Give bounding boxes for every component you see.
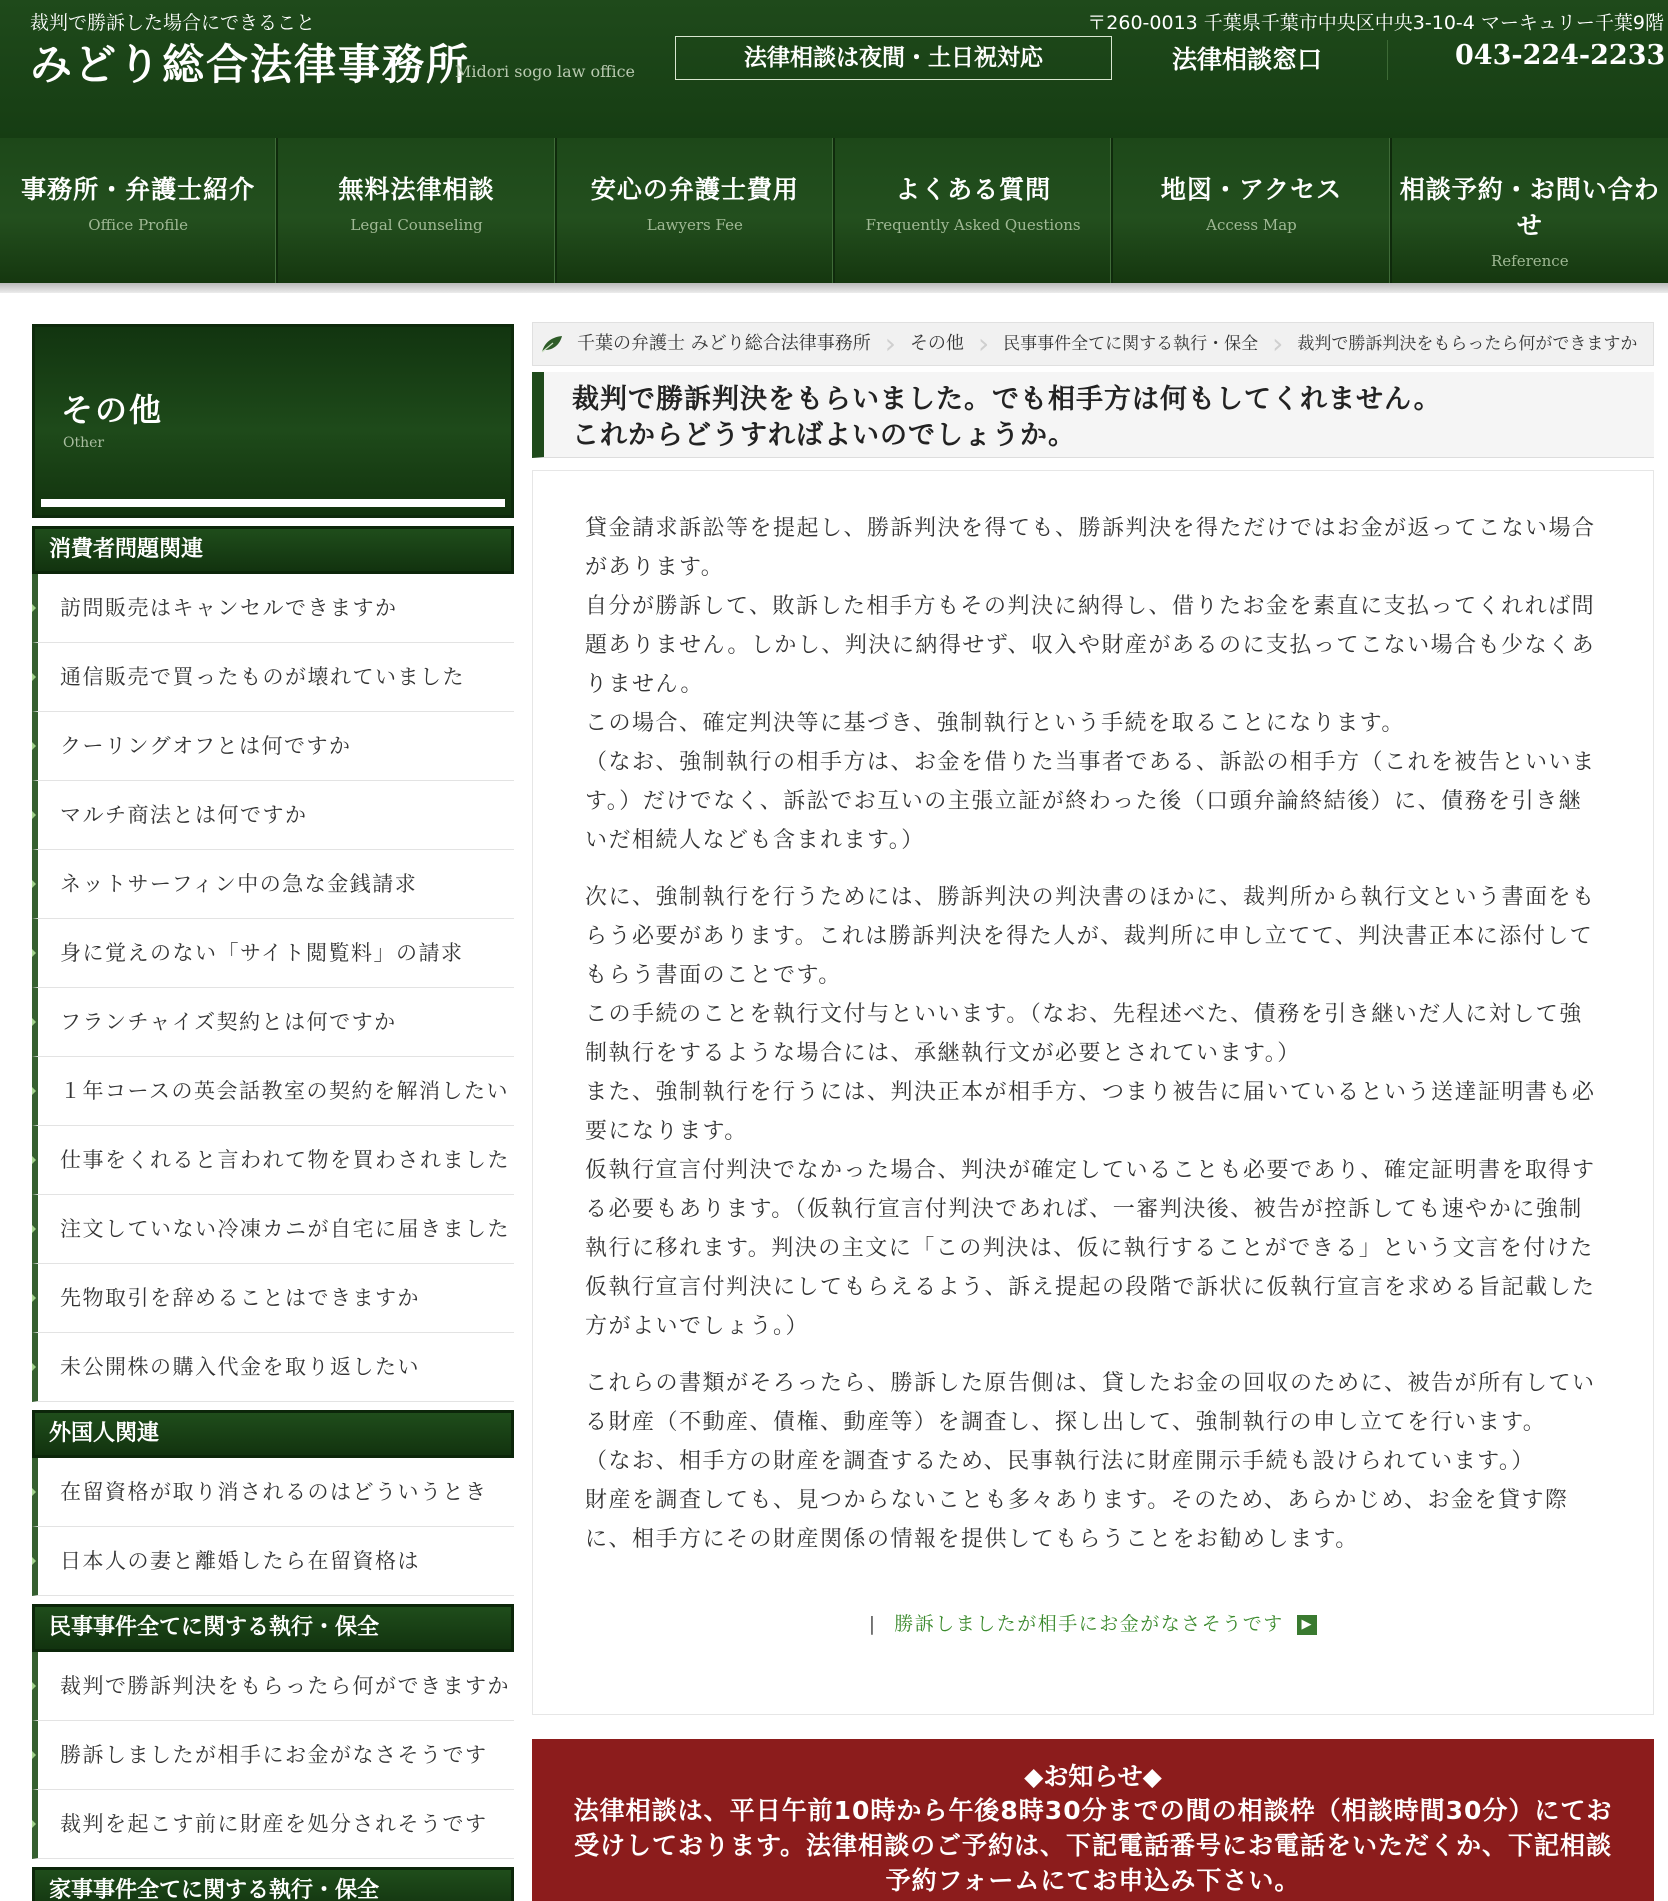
breadcrumb-other[interactable]: その他 — [909, 333, 964, 354]
sidebar-title-en: Other — [63, 435, 105, 451]
sidebar-category-civil-enforcement: 民事事件全てに関する執行・保全 — [32, 1604, 514, 1652]
sidebar-item[interactable]: 通信販売で買ったものが壊れていました — [32, 643, 514, 712]
nav-label: 安心の弁護士費用 — [590, 175, 799, 204]
paragraph: 貸金請求訴訟等を提起し、勝訴判決を得ても、勝訴判決を得ただけではお金が返ってこない場合があります。 — [585, 516, 1596, 580]
next-page-link[interactable] — [585, 1605, 1601, 1644]
night-weekend-notice: 法律相談は夜間・土日祝対応 — [675, 36, 1112, 80]
sidebar-header-bar — [41, 499, 505, 507]
breadcrumb-current: 裁判で勝訴判決をもらったら何ができますか — [1297, 334, 1638, 354]
page-title-line2: これからどうすればよいのでしょうか。 — [572, 420, 1076, 451]
sidebar-item[interactable]: 訪問販売はキャンセルできますか — [32, 574, 514, 643]
nav-label-en: Access Map — [1206, 216, 1297, 234]
phone-number[interactable]: 043-224-2233 — [1455, 40, 1666, 71]
sidebar-item[interactable]: クーリングオフとは何ですか — [32, 712, 514, 781]
nav-label: よくある質問 — [895, 175, 1052, 204]
paragraph: 仮執行宣言付判決でなかった場合、判決が確定していることも必要であり、確定証明書を取得する必要もあります。（仮執行宣言付判決であれば、一審判決後、被告が控訴しても速やかに強制執行に移れます。判決の主文に「この判決は、仮に執行することができる」という文言を付けた仮執行宣言付判決にしてもらえるよう、訴え提起の段階で訴状に仮執行宣言を求める旨記載した方がよいでしょう。） — [585, 1158, 1596, 1339]
paragraph: （なお、相手方の財産を調査するため、民事執行法に財産開示手続も設けられています。） — [585, 1449, 1535, 1474]
paragraph: 自分が勝訴して、敗訴した相手方もその判決に納得し、借りたお金を素直に支払ってくれれば問題ありません。しかし、判決に納得せず、収入や財産があるのに支払ってこない場合も少なくありません。 — [585, 594, 1596, 697]
nav-reference[interactable] — [1392, 138, 1668, 283]
breadcrumb-separator-icon: › — [1272, 327, 1284, 360]
nav-faq[interactable] — [835, 138, 1113, 283]
nav-access-map[interactable] — [1113, 138, 1391, 283]
next-link-pipe: | — [868, 1613, 877, 1635]
sidebar-header — [32, 324, 514, 518]
sidebar-item[interactable]: 注文していない冷凍カニが自宅に届きました — [32, 1195, 514, 1264]
sidebar-item[interactable]: 未公開株の購入代金を取り返したい — [32, 1333, 514, 1402]
leaf-icon — [541, 335, 563, 353]
page-title — [532, 372, 1654, 458]
sidebar-item[interactable]: 仕事をくれると言われて物を買わされました — [32, 1126, 514, 1195]
paragraph: この場合、確定判決等に基づき、強制執行という手続を取ることになります。 — [585, 711, 1405, 736]
arrow-right-icon: ▶ — [1297, 1615, 1317, 1635]
sidebar-item[interactable]: 勝訴しましたが相手にお金がなさそうです — [32, 1721, 514, 1790]
sidebar-category-consumer: 消費者問題関連 — [32, 526, 514, 574]
sidebar-item[interactable]: 裁判で勝訴判決をもらったら何ができますか — [32, 1652, 514, 1721]
notice-title: ◆お知らせ◆ — [1024, 1762, 1162, 1791]
office-address: 〒260-0013 千葉県千葉市中央区中央3-10-4 マーキュリー千葉9階 — [1087, 12, 1664, 34]
global-nav — [0, 138, 1668, 283]
breadcrumb-separator-icon: › — [977, 327, 990, 360]
sidebar-category-foreigner: 外国人関連 — [32, 1410, 514, 1458]
sidebar-item[interactable]: 身に覚えのない「サイト閲覧料」の請求 — [32, 919, 514, 988]
paragraph: 次に、強制執行を行うためには、勝訴判決の判決書のほかに、裁判所から執行文という書面をもらう必要があります。これは勝訴判決を得た人が、裁判所に申し立てて、判決書正本に添付してもらう書面のことです。 — [585, 885, 1596, 988]
notice-box — [532, 1739, 1654, 1901]
nav-label: 地図・アクセス — [1160, 175, 1343, 204]
nav-label: 相談予約・お問い合わせ — [1399, 175, 1660, 240]
site-logo[interactable]: みどり総合法律事務所 — [30, 40, 471, 89]
consult-window-label: 法律相談窓口 — [1172, 45, 1323, 74]
sidebar-item[interactable]: 先物取引を辞めることはできますか — [32, 1264, 514, 1333]
nav-label-en: Lawyers Fee — [646, 216, 743, 234]
header-tagline: 裁判で勝訴した場合にできること — [30, 12, 316, 34]
breadcrumb — [532, 322, 1654, 366]
nav-office-profile[interactable] — [0, 138, 278, 283]
sidebar-category-family-enforcement: 家事事件全てに関する執行・保全 — [32, 1867, 514, 1901]
paragraph: この手続のことを執行文付与といいます。（なお、先程述べた、債務を引き継いだ人に対して強制執行をするような場合には、承継執行文が必要とされています。） — [585, 1002, 1583, 1066]
nav-label-en: Reference — [1491, 252, 1569, 270]
page-title-line1: 裁判で勝訴判決をもらいました。でも相手方は何もしてくれません。 — [572, 384, 1442, 415]
nav-label: 無料法律相談 — [338, 175, 495, 204]
paragraph: （なお、強制執行の相手方は、お金を借りた当事者である、訴訟の相手方（これを被告といいます。）だけでなく、訴訟でお互いの主張立証が終わった後（口頭弁論終結後）に、債務を引き継いだ相続人なども含まれます。） — [585, 750, 1596, 853]
site-logo-en: Midori sogo law office — [455, 62, 636, 81]
breadcrumb-separator-icon: › — [884, 327, 896, 360]
nav-legal-counseling[interactable] — [278, 138, 556, 283]
header-divider — [1387, 40, 1388, 80]
sidebar — [32, 324, 514, 1901]
site-header — [0, 0, 1668, 138]
breadcrumb-civil-enforcement[interactable]: 民事事件全てに関する執行・保全 — [1003, 334, 1259, 354]
nav-label-en: Legal Counseling — [350, 216, 483, 234]
sidebar-item[interactable]: １年コースの英会話教室の契約を解消したい — [32, 1057, 514, 1126]
next-link-label: 勝訴しましたが相手にお金がなさそうです — [894, 1613, 1284, 1635]
paragraph: これらの書類がそろったら、勝訴した原告側は、貸したお金の回収のために、被告が所有している財産（不動産、債権、動産等）を調査し、探し出して、強制執行の申し立てを行います。 — [585, 1371, 1596, 1435]
paragraph: 財産を調査しても、見つからないことも多々あります。そのため、あらかじめ、お金を貸す際に、相手方にその財産関係の情報を提供してもらうことをお勧めします。 — [585, 1488, 1569, 1552]
article-body — [532, 470, 1654, 1715]
sidebar-title: その他 — [61, 391, 164, 429]
sidebar-item[interactable]: ネットサーフィン中の急な金銭請求 — [32, 850, 514, 919]
notice-body: 法律相談は、平日午前10時から午後8時30分までの間の相談枠（相談時間30分）にてお受けしております。法律相談のご予約は、下記電話番号にお電話をいただくか、下記相談予約フォームにてお申込み下さい。 — [573, 1796, 1613, 1895]
sidebar-item[interactable]: 裁判を起こす前に財産を処分されそうです — [32, 1790, 514, 1859]
nav-label-en: Frequently Asked Questions — [865, 216, 1081, 234]
nav-shadow — [0, 283, 1668, 293]
sidebar-item[interactable]: フランチャイズ契約とは何ですか — [32, 988, 514, 1057]
sidebar-item[interactable]: 日本人の妻と離婚したら在留資格は — [32, 1527, 514, 1596]
sidebar-item[interactable]: マルチ商法とは何ですか — [32, 781, 514, 850]
nav-label-en: Office Profile — [88, 216, 189, 234]
main-content — [532, 322, 1654, 1715]
breadcrumb-home[interactable]: 千葉の弁護士 みどり総合法律事務所 — [577, 333, 871, 354]
nav-label: 事務所・弁護士紹介 — [21, 175, 256, 204]
paragraph: また、強制執行を行うには、判決正本が相手方、つまり被告に届いているという送達証明書も必要になります。 — [585, 1080, 1596, 1144]
sidebar-item[interactable]: 在留資格が取り消されるのはどういうとき — [32, 1458, 514, 1527]
nav-lawyers-fee[interactable] — [557, 138, 835, 283]
